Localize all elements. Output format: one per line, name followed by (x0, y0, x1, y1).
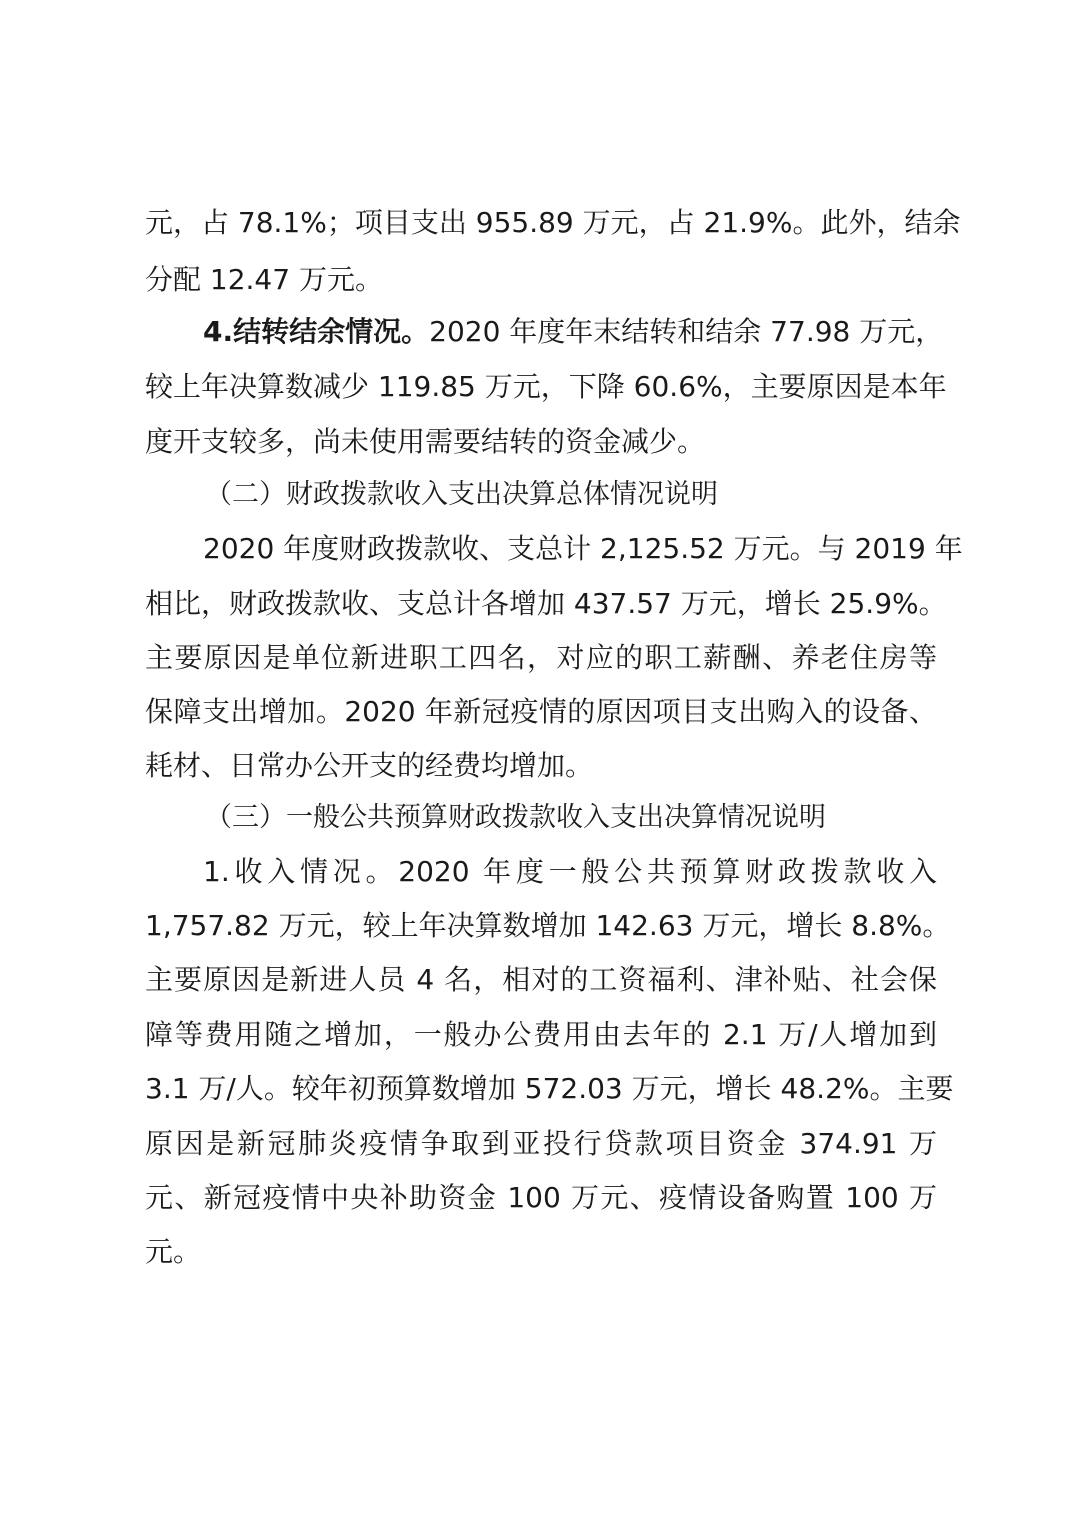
paragraph-line-9: 主要原因是单位新进职工四名，对应的职工薪酬、养老住房等 (145, 641, 937, 674)
paragraph-line-4: 较上年决算数减少 119.85 万元，下降 60.6%，主要原因是本年 (145, 370, 947, 403)
carryover-line (203, 303, 944, 361)
paragraph-line-20: 元。 (145, 1235, 202, 1268)
paragraph-line-15: 主要原因是新进人员 4 名，相对的工资福利、津补贴、社会保 (145, 963, 937, 996)
paragraph-line-8: 相比，财政拨款收、支总计各增加 437.57 万元，增长 25.9%。 (145, 587, 947, 620)
section-heading-3: （三）一般公共预算财政拨款收入支出决算情况说明 (205, 802, 826, 833)
paragraph-line-19: 元、新冠疫情中央补助资金 100 万元、疫情设备购置 100 万 (145, 1181, 937, 1214)
paragraph-line-13: 1.收入情况。2020 年度一般公共预算财政拨款收入 (203, 855, 937, 888)
paragraph-line-7: 2020 年度财政拨款收、支总计 2,125.52 万元。与 2019 年 (203, 532, 963, 565)
paragraph-line-10: 保障支出增加。2020 年新冠疫情的原因项目支出购入的设备、 (145, 695, 937, 728)
section-heading-2: （二）财政拨款收入支出决算总体情况说明 (205, 479, 718, 510)
paragraph-line-11: 耗材、日常办公开支的经费均增加。 (145, 749, 594, 782)
paragraph-line-18: 原因是新冠肺炎疫情争取到亚投行贷款项目资金 374.91 万 (145, 1127, 937, 1160)
paragraph-line-5: 度开支较多，尚未使用需要结转的资金减少。 (145, 425, 706, 458)
carryover-heading: 4.结转结余情况。 (203, 315, 430, 348)
paragraph-line-2: 分配 12.47 万元。 (145, 263, 383, 296)
paragraph-line-1: 元，占 78.1%；项目支出 955.89 万元，占 21.9%。此外，结余 (145, 206, 961, 239)
paragraph-line-14: 1,757.82 万元，较上年决算数增加 142.63 万元，增长 8.8%。 (145, 909, 951, 942)
carryover-text: 2020 年度年末结转和结余 77.98 万元， (429, 315, 944, 348)
paragraph-line-16: 障等费用随之增加，一般办公费用由去年的 2.1 万/人增加到 (145, 1018, 937, 1051)
paragraph-line-17: 3.1 万/人。较年初预算数增加 572.03 万元，增长 48.2%。主要 (145, 1072, 954, 1105)
